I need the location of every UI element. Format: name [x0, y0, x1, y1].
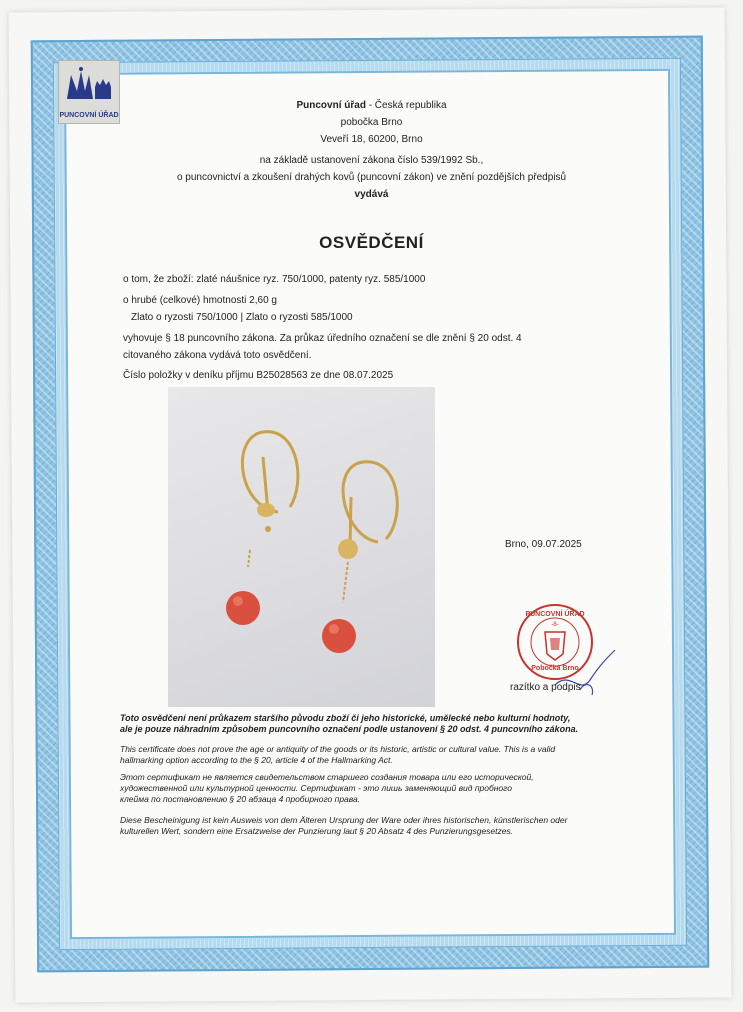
office-address: Veveří 18, 60200, Brno: [320, 134, 423, 145]
right-earring: [322, 462, 397, 653]
issues-label: vydává: [354, 189, 389, 200]
disclaimer-de-line-1: Diese Bescheinigung ist kein Ausweis von dem Älteren Ursprung der Ware oder ihres historischen, künstlerischen oder: [120, 815, 568, 825]
disclaimer-ru-line-2: художественной или культурной ценности. Сертификат - это лишь заменяющий вид пробного: [120, 783, 512, 793]
disclaimer-en: [120, 744, 620, 766]
disclaimer-en-line-2: hallmarking option according to the § 20, article 4 of the Hallmarking Act.: [120, 755, 393, 765]
earrings-photo: [168, 387, 435, 707]
law-reference: na základě ustanovení zákona číslo 539/1992 Sb.,: [259, 155, 484, 166]
stamp-bottom-text: Pobočka Brno: [531, 665, 579, 672]
office-name: Puncovní úřad: [296, 100, 366, 111]
logo-label: PUNCOVNÍ ÚŘAD: [59, 112, 119, 119]
disclaimer-en-line-1: This certificate does not prove the age or antiquity of the goods or its historic, artistic or cultural value. This is a valid: [120, 744, 556, 754]
compliance-line-1: vyhovuje § 18 puncovního zákona. Za průkaz úředního označení se dle znění § 20 odst. 4: [123, 333, 522, 344]
disclaimer-cz: [120, 713, 620, 735]
disclaimer-cz-line-2: ale je pouze náhradním způsobem puncovního označení podle ustanovení § 20 odst. 4 puncovního zákona.: [120, 724, 579, 734]
stamp-number: -8-: [551, 622, 559, 628]
branch-name: pobočka Brno: [340, 117, 403, 128]
gold-fineness: Zlato o ryzosti 750/1000 | Zlato o ryzosti 585/1000: [131, 312, 353, 323]
disclaimer-ru-line-1: Этот сертификат не является свидетельством старшего создания товара или его исторической,: [120, 772, 534, 782]
gross-weight: o hrubé (celkové) hmotnosti 2,60 g: [123, 295, 277, 306]
disclaimer-ru-line-3: клейма по постановлению § 20 абзаца 4 пробирного права.: [120, 794, 361, 804]
issue-date: Brno, 09.07.2025: [505, 539, 582, 550]
office-country: - Česká republika: [365, 100, 447, 111]
disclaimer-de-line-2: kulturellen Wert, sondern eine Ersatzweise der Punzierung laut § 20 Absatz 4 des Punzierungsgesetzes.: [120, 826, 514, 836]
left-earring: [226, 432, 298, 625]
page-title: OSVĚDČENÍ: [319, 233, 424, 252]
certificate-header: [0, 97, 743, 203]
law-description: o puncovnictví a zkoušení drahých kovů (puncovní zákon) ve znění pozdějších předpisů: [176, 172, 567, 183]
record-number: Číslo položky v deníku příjmu B25028563 ze dne 08.07.2025: [123, 370, 394, 381]
disclaimer-de: [120, 815, 620, 837]
signature-label: razítko a podpis: [510, 682, 581, 693]
disclaimer-cz-line-1: Toto osvědčení není průkazem staršího původu zboží či jeho historické, umělecké nebo kulturní hodnoty,: [120, 713, 571, 723]
disclaimer-ru: [120, 772, 620, 805]
stamp-top-text: PUNCOVNÍ ÚŘAD: [525, 611, 585, 618]
goods-description: o tom, že zboží: zlaté náušnice ryz. 750/1000, patenty ryz. 585/1000: [123, 274, 426, 285]
compliance-line-2: citovaného zákona vydává toto osvědčení.: [123, 350, 312, 361]
